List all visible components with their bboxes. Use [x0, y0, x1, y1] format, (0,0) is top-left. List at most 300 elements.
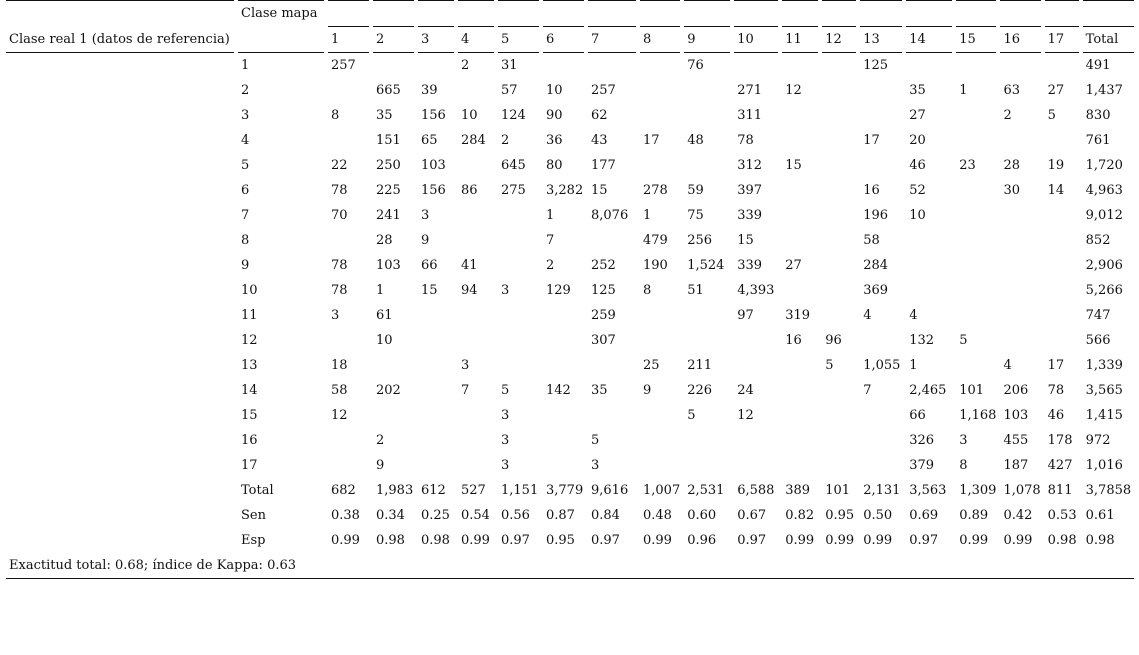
table-cell: 1,524 — [687, 258, 725, 273]
table-cell: 0.99 — [461, 533, 490, 548]
table-cell — [328, 128, 369, 153]
table-cell: 1,007 — [643, 483, 681, 498]
table-cell — [860, 453, 902, 478]
table-cell: 2 — [376, 433, 385, 448]
table-cell: 0.98 — [421, 533, 450, 548]
table-cell — [1000, 203, 1040, 228]
table-cell: 645 — [501, 158, 526, 173]
table-cell: 0.98 — [376, 533, 405, 548]
footer-row — [6, 553, 1134, 579]
table-cell: 1 — [643, 208, 652, 223]
table-cell: 1 — [909, 358, 918, 373]
table-cell: 0.48 — [643, 508, 672, 523]
table-cell — [1000, 278, 1040, 303]
table-cell: 75 — [687, 208, 704, 223]
table-cell: 28 — [376, 233, 393, 248]
table-row — [6, 53, 1134, 79]
table-cell — [1000, 328, 1040, 353]
table-cell: 24 — [737, 383, 754, 398]
column-header-14: 14 — [906, 27, 952, 53]
table-cell: 972 — [1085, 433, 1111, 448]
table-cell — [1000, 303, 1040, 328]
table-cell — [956, 53, 996, 79]
table-cell: 0.56 — [501, 508, 530, 523]
table-row — [6, 478, 1134, 503]
table-cell — [1045, 253, 1079, 278]
table-cell — [418, 403, 454, 428]
table-cell: 103 — [376, 258, 401, 273]
table-cell: 10 — [546, 83, 563, 98]
table-cell: 58 — [863, 233, 880, 248]
table-cell: 12 — [737, 408, 754, 423]
table-cell — [418, 328, 454, 353]
table-cell: 14 — [1047, 183, 1065, 198]
table-cell — [498, 303, 539, 328]
table-cell: 312 — [737, 158, 763, 173]
table-cell: 196 — [863, 208, 889, 223]
table-cell: 27 — [909, 108, 926, 123]
table-cell: 57 — [501, 83, 518, 98]
table-row — [6, 253, 1134, 278]
table-cell — [822, 453, 856, 478]
table-cell: 3 — [591, 458, 600, 473]
table-cell: 0.99 — [331, 533, 360, 548]
table-cell: 761 — [1085, 133, 1111, 148]
table-cell — [1000, 128, 1040, 153]
table-cell: 43 — [591, 133, 608, 148]
table-cell: 250 — [376, 158, 401, 173]
table-cell: 76 — [687, 58, 704, 73]
table-cell — [543, 403, 584, 428]
table-cell: 1 — [376, 283, 385, 298]
table-cell — [822, 403, 856, 428]
table-cell: 78 — [331, 183, 348, 198]
table-cell: 4,963 — [1085, 183, 1123, 198]
table-cell: 1,055 — [863, 358, 901, 373]
column-header-11: 11 — [782, 27, 818, 53]
table-cell: 0.97 — [501, 533, 530, 548]
table-cell — [782, 228, 818, 253]
table-cell: 206 — [1003, 383, 1029, 398]
table-cell: 252 — [591, 258, 616, 273]
confusion-matrix-table — [6, 0, 1134, 579]
table-cell: 278 — [643, 183, 668, 198]
table-cell: 59 — [687, 183, 704, 198]
table-cell — [498, 328, 539, 353]
column-header-row — [6, 27, 1134, 53]
table-cell: 7 — [461, 383, 470, 398]
table-cell: 86 — [461, 183, 478, 198]
table-cell — [782, 103, 818, 128]
table-cell: 3,563 — [909, 483, 947, 498]
row-label: 16 — [241, 433, 258, 448]
table-cell: 319 — [785, 308, 811, 323]
map-class-header-underline — [734, 1, 778, 27]
table-cell: 2,465 — [909, 383, 947, 398]
table-cell: 4 — [909, 308, 918, 323]
table-cell: 1,437 — [1085, 83, 1123, 98]
row-label: 13 — [241, 358, 258, 373]
table-cell: 25 — [643, 358, 660, 373]
table-cell — [498, 353, 539, 378]
table-cell: 3,779 — [546, 483, 584, 498]
table-cell — [1000, 253, 1040, 278]
table-cell: 0.97 — [737, 533, 767, 548]
table-cell — [458, 328, 494, 353]
table-cell — [418, 428, 454, 453]
map-class-header-underline — [373, 1, 414, 27]
map-class-header-underline — [418, 1, 454, 27]
table-cell: 1 — [959, 83, 968, 98]
table-cell — [782, 378, 818, 403]
map-class-header-underline — [684, 1, 730, 27]
table-cell — [1000, 228, 1040, 253]
row-label: 11 — [241, 308, 258, 323]
table-cell: 259 — [591, 308, 616, 323]
table-cell — [640, 403, 680, 428]
table-cell — [1045, 128, 1079, 153]
table-cell: 27 — [785, 258, 802, 273]
table-cell: 12 — [331, 408, 348, 423]
table-cell — [860, 403, 902, 428]
table-cell: 5 — [1047, 108, 1056, 123]
table-cell: 96 — [825, 333, 842, 348]
table-row — [6, 303, 1134, 328]
table-cell: 830 — [1085, 108, 1111, 123]
column-header-2: 2 — [373, 27, 414, 53]
table-cell: 0.67 — [737, 508, 767, 523]
table-cell: 3 — [501, 283, 510, 298]
table-cell — [1045, 203, 1079, 228]
map-class-header-underline — [906, 1, 952, 27]
table-cell — [860, 428, 902, 453]
column-header-15: 15 — [956, 27, 996, 53]
table-cell: 70 — [331, 208, 348, 223]
table-cell: 125 — [591, 283, 616, 298]
map-class-header-underline — [782, 1, 818, 27]
table-cell: 15 — [421, 283, 438, 298]
table-cell: 5 — [825, 358, 834, 373]
table-cell: 17 — [863, 133, 880, 148]
table-cell — [588, 228, 636, 253]
table-cell: 8 — [331, 108, 340, 123]
table-cell: 129 — [546, 283, 571, 298]
map-class-header-underline — [1045, 1, 1079, 27]
table-cell: 35 — [909, 83, 926, 98]
table-cell: 241 — [376, 208, 401, 223]
table-cell: 7 — [863, 383, 872, 398]
column-header-17: 17 — [1045, 27, 1079, 53]
table-row — [6, 378, 1134, 403]
row-label: Esp — [241, 533, 266, 548]
table-cell: 271 — [737, 83, 763, 98]
table-cell: 8 — [643, 283, 652, 298]
table-cell — [543, 53, 584, 79]
table-cell: 48 — [687, 133, 704, 148]
table-cell — [956, 303, 996, 328]
table-cell: 1,078 — [1003, 483, 1041, 498]
row-label: 7 — [241, 208, 250, 223]
row-label: 5 — [241, 158, 250, 173]
table-cell — [782, 178, 818, 203]
column-header-4: 4 — [458, 27, 494, 53]
table-cell: 5 — [591, 433, 600, 448]
table-cell: 1,983 — [376, 483, 414, 498]
table-cell: 202 — [376, 383, 401, 398]
table-cell — [458, 228, 494, 253]
table-cell — [956, 203, 996, 228]
table-cell: 156 — [421, 183, 446, 198]
table-cell: 3 — [421, 208, 430, 223]
table-cell: 2 — [1003, 108, 1012, 123]
table-cell — [543, 328, 584, 353]
map-class-header-underline — [1083, 1, 1134, 27]
table-cell — [822, 303, 856, 328]
table-cell: 226 — [687, 383, 713, 398]
table-row — [6, 228, 1134, 253]
table-cell — [906, 228, 952, 253]
table-cell: 0.87 — [546, 508, 575, 523]
row-label: 10 — [241, 283, 258, 298]
table-cell: 61 — [376, 308, 393, 323]
table-cell — [860, 103, 902, 128]
table-row — [6, 528, 1134, 553]
table-cell — [588, 353, 636, 378]
table-cell: 665 — [376, 83, 401, 98]
row-label: 6 — [241, 183, 250, 198]
table-cell — [640, 53, 680, 79]
table-cell: 9 — [376, 458, 385, 473]
table-cell: 0.82 — [785, 508, 815, 523]
table-cell: 1,720 — [1085, 158, 1123, 173]
table-cell — [956, 253, 996, 278]
table-cell: 35 — [591, 383, 608, 398]
column-header-13: 13 — [860, 27, 902, 53]
table-cell: 0.50 — [863, 508, 893, 523]
table-cell — [822, 428, 856, 453]
table-cell: 1,415 — [1085, 408, 1123, 423]
table-cell — [956, 353, 996, 378]
table-cell: 17 — [1047, 358, 1065, 373]
table-cell: 19 — [1047, 158, 1065, 173]
column-header-8: 8 — [640, 27, 680, 53]
table-cell: 41 — [461, 258, 478, 273]
table-cell: 66 — [909, 408, 926, 423]
table-cell: 0.69 — [909, 508, 939, 523]
table-cell: 256 — [687, 233, 713, 248]
table-cell: 101 — [825, 483, 851, 498]
table-cell — [1045, 303, 1079, 328]
table-cell: 9 — [421, 233, 430, 248]
table-cell — [782, 203, 818, 228]
table-cell — [328, 428, 369, 453]
table-cell: 46 — [909, 158, 926, 173]
table-cell: 23 — [959, 158, 976, 173]
table-cell: 566 — [1085, 333, 1111, 348]
table-cell — [822, 278, 856, 303]
table-cell: 747 — [1085, 308, 1111, 323]
table-cell: 3,7858 — [1085, 483, 1132, 498]
table-cell: 78 — [737, 133, 754, 148]
table-cell — [822, 153, 856, 178]
table-cell — [328, 228, 369, 253]
table-cell: 1 — [546, 208, 555, 223]
table-cell: 16 — [863, 183, 880, 198]
table-cell — [640, 453, 680, 478]
table-cell — [1045, 53, 1079, 79]
table-cell — [458, 303, 494, 328]
table-cell: 94 — [461, 283, 478, 298]
table-cell — [418, 378, 454, 403]
map-class-header-underline — [822, 1, 856, 27]
map-class-header-underline — [1000, 1, 1040, 27]
table-cell: 103 — [1003, 408, 1029, 423]
row-label: 15 — [241, 408, 258, 423]
table-cell: 491 — [1085, 58, 1111, 73]
table-row — [6, 153, 1134, 178]
table-cell: 527 — [461, 483, 486, 498]
table-cell — [684, 453, 730, 478]
table-cell: 80 — [546, 158, 563, 173]
table-cell: 78 — [331, 258, 348, 273]
table-cell: 27 — [1047, 83, 1065, 98]
table-cell: 8,076 — [591, 208, 629, 223]
table-cell — [956, 278, 996, 303]
table-cell: 2 — [461, 58, 470, 73]
table-cell: 0.53 — [1047, 508, 1077, 523]
table-cell: 8 — [959, 458, 968, 473]
table-cell: 17 — [643, 133, 660, 148]
table-cell — [373, 403, 414, 428]
column-header-9: 9 — [684, 27, 730, 53]
table-cell — [734, 353, 778, 378]
table-cell — [782, 278, 818, 303]
table-cell — [640, 78, 680, 103]
table-cell — [822, 103, 856, 128]
table-cell — [822, 228, 856, 253]
table-cell — [860, 78, 902, 103]
map-class-header-underline — [860, 1, 902, 27]
table-cell: 225 — [376, 183, 401, 198]
table-cell — [956, 178, 996, 203]
table-cell: 326 — [909, 433, 935, 448]
table-cell — [822, 203, 856, 228]
table-cell: 0.99 — [863, 533, 893, 548]
table-cell — [782, 403, 818, 428]
table-cell: 0.99 — [959, 533, 989, 548]
table-cell — [458, 153, 494, 178]
column-header-1: 1 — [328, 27, 369, 53]
table-cell: 9,616 — [591, 483, 629, 498]
table-cell — [956, 103, 996, 128]
table-cell: 3 — [331, 308, 340, 323]
table-cell — [418, 353, 454, 378]
table-row — [6, 78, 1134, 103]
table-cell — [588, 53, 636, 79]
column-header-total: Total — [1083, 27, 1134, 53]
accuracy-kappa-note: Exactitud total: 0.68; índice de Kappa: 0.63 — [6, 553, 1134, 579]
table-cell: 379 — [909, 458, 935, 473]
table-cell: 0.61 — [1085, 508, 1115, 523]
table-cell: 0.42 — [1003, 508, 1033, 523]
table-cell: 3,282 — [546, 183, 584, 198]
table-row — [6, 203, 1134, 228]
column-header-5: 5 — [498, 27, 539, 53]
table-cell — [328, 453, 369, 478]
table-cell: 2,531 — [687, 483, 725, 498]
table-cell — [734, 453, 778, 478]
table-row — [6, 503, 1134, 528]
table-cell: 65 — [421, 133, 438, 148]
table-cell — [906, 53, 952, 79]
table-cell — [458, 428, 494, 453]
table-cell: 3 — [501, 458, 510, 473]
table-cell — [458, 403, 494, 428]
table-cell — [328, 78, 369, 103]
table-cell — [543, 303, 584, 328]
table-cell: 10 — [909, 208, 926, 223]
table-cell: 51 — [687, 283, 704, 298]
table-cell: 18 — [331, 358, 348, 373]
row-label: 12 — [241, 333, 258, 348]
table-cell: 90 — [546, 108, 563, 123]
table-cell: 39 — [421, 83, 438, 98]
table-cell: 16 — [785, 333, 802, 348]
table-cell — [782, 428, 818, 453]
table-cell — [543, 353, 584, 378]
table-row — [6, 278, 1134, 303]
table-cell: 10 — [461, 108, 478, 123]
table-cell: 63 — [1003, 83, 1020, 98]
table-cell: 427 — [1047, 458, 1073, 473]
table-cell: 284 — [461, 133, 486, 148]
table-row — [6, 178, 1134, 203]
table-cell: 36 — [546, 133, 563, 148]
table-cell: 0.96 — [687, 533, 717, 548]
table-cell: 178 — [1047, 433, 1073, 448]
table-cell: 7 — [546, 233, 555, 248]
table-cell: 177 — [591, 158, 616, 173]
table-cell: 257 — [591, 83, 616, 98]
table-cell — [684, 103, 730, 128]
table-cell: 0.54 — [461, 508, 490, 523]
table-cell — [822, 178, 856, 203]
table-cell: 0.95 — [825, 508, 855, 523]
table-cell: 187 — [1003, 458, 1029, 473]
table-cell — [822, 53, 856, 79]
table-cell — [782, 453, 818, 478]
table-cell: 132 — [909, 333, 935, 348]
table-cell — [782, 353, 818, 378]
table-cell — [640, 153, 680, 178]
row-label: 4 — [241, 133, 250, 148]
confusion-matrix-document — [6, 0, 1134, 579]
table-cell: 66 — [421, 258, 438, 273]
table-cell: 5 — [501, 383, 510, 398]
table-cell: 151 — [376, 133, 401, 148]
table-cell — [588, 403, 636, 428]
table-cell: 35 — [376, 108, 393, 123]
table-row — [6, 328, 1134, 353]
table-cell — [906, 278, 952, 303]
map-class-header-underline — [956, 1, 996, 27]
table-cell: 339 — [737, 208, 763, 223]
table-cell: 5,266 — [1085, 283, 1123, 298]
table-row — [6, 128, 1134, 153]
table-cell — [418, 303, 454, 328]
table-cell — [782, 53, 818, 79]
table-cell: 9 — [643, 383, 652, 398]
